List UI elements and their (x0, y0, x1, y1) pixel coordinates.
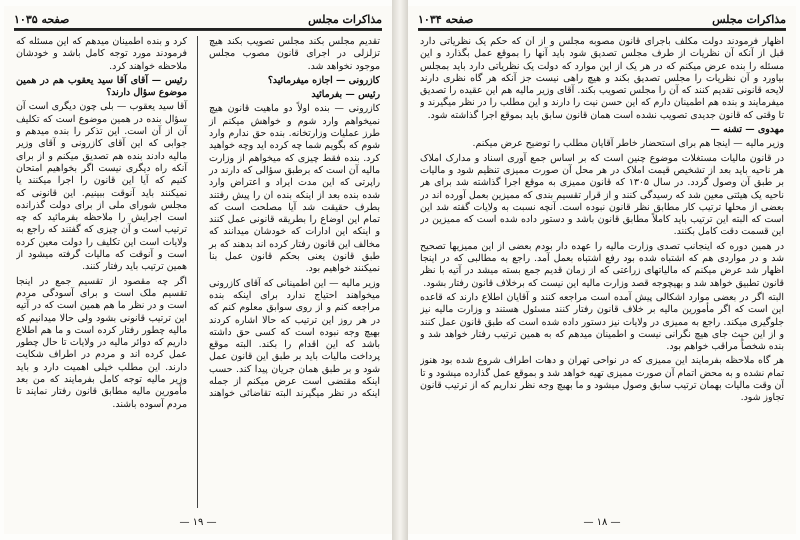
left-paragraph: اگر چه مقصود از تقسیم جمع در اینجا تقسیم ملک است و برای آسودگی مردم است و در نظر ما هم همین است که در آتیه این ترتیب قانونی بشود ولی حالا میدانیم که مالیه چطور رفتار کرده است و ما هم اطلاع داریم که دوائر مالیه در ولایات تا حال چطور عمل کرده اند و مردم در اطراف شکایت دارند. این مطلب خیلی اهمیت دارد و باید وزیر مالیه توجه کامل بفرمایند که من بعد مأمورین مالیه مطابق قانون رفتار نمایند تا مردم آسوده باشند. (16, 275, 187, 410)
left-page-footer: — ۱۹ — (179, 517, 217, 528)
right-header-rule (418, 30, 786, 31)
right-page-body (420, 36, 784, 508)
left-paragraph: کازرونی — اجازه میفرمائید؟ (267, 74, 380, 86)
right-page-header (418, 10, 786, 30)
right-paragraph: البته اگر در بعضی موارد اشکالی پیش آمده است مراجعه کنند و آقایان اطلاع دارند که قاعده این است که اگر مأمورین مالیه بر خلاف قانون رفتار کنند مسئول هستند و وزارت مالیه نیز جلوگیری میکند. راجع به ممیزی در ولایات نیز دستور داده شده است که طبق قانون عمل کنند و از این حیث جای هیچ نگرانی نیست و اطمینان میدهم که به همین ترتیب رفتار خواهد شد و بنده شخصاً مراقب خواهم بود. (420, 291, 784, 353)
right-paragraph: در قانون مالیات مستغلات موضوع چنین است که بر اساس جمع آوری اسناد و مدارک املاک هر ناحیه باید بعد از تشخیص قیمت املاک در هر محل آن صورت ممیزی تنظیم شود و مالیات بر طبق آن وصول گردد. در سال ۱۳۰۵ که قانون ممیزی به موقع اجرا گذاشته شد برای هر ناحیه یک هیئتی معین شد که رسیدگی کنند و از قرار تقسیم بندی که ممیزین بعمل آورده اند در بعضی از محلها ترتیب کار مطابق نظر قانون نبوده است. آنچه نسبت به ولایات گفته شد این است که البته این ترتیب باید کاملاً مطابق قانون باشد و دستور داده شده است که ممیزین در این قسمت دقت کامل بکنند. (420, 152, 784, 238)
left-page-header (14, 10, 382, 30)
book-gutter (392, 0, 408, 540)
left-page (4, 6, 392, 534)
left-header-title: مذاکرات مجلس (308, 12, 382, 26)
left-page-body (16, 36, 380, 508)
right-paragraph: در همین دوره که اینجانب تصدی وزارت مالیه را عهده دار بودم بعضی از این ممیزیها تصحیح شد و در مواردی هم که اشتباه شده بود رفع اشتباه بعمل آمد. راجع به مطالبی که در اینجا اظهار شد عرض میکنم که مالیاتهای زراعتی که از زمان قدیم جمع بسته میشد در آتیه با نظر قانون تطبیق خواهد شد و بهیچوجه قصد وزارت مالیه این نیست که برخلاف قانون رفتار بشود. (420, 240, 784, 289)
left-paragraph: رئیس — بفرمائید (311, 89, 380, 101)
right-paragraph: اظهار فرمودند دولت مکلف باجرای قانون مصوبه مجلس و از آن که حکم یک نظریاتی دارد قبل از آنکه آن نظریات از طرف مجلس تصدیق شود باید آنها را بموقع عمل بگذارد و این مسئله را بنده عرض میکنم که در هر یک از این موارد که دولت یک نظریاتی دارد باید بمجلس بیاورد و آن نظریات را مجلس تصدیق بکند و هیچ راهی نیست جز آنکه هر گاه نظری دارند لایحه قانونی تقدیم کنند که آن را مجلس تصویب بکند. آقای وزیر مالیه هم این عقیده را تصدیق میفرمایند و بنده هم اطمینان دارم که این حسن نیت را دارند و این مطلب را در نظر میگیرند و تا وقتی که قانون جدیدی تصویب نشده است همان قانون سابق باید بموقع اجرا گذاشته شود. (420, 36, 784, 121)
right-page-footer: — ۱۸ — (583, 517, 621, 528)
left-header-rule (14, 30, 382, 31)
right-header-page-label: صفحه ۱۰۳۴ (418, 12, 474, 26)
left-paragraph: کازرونی — بنده اولاً دو ماهیت قانون هیچ نمیخواهم وارد شوم و خواهش میکنم از طرز عملیات وزارتخانه. بنده حق ندارم وارد شوم که بگویم شما چه کرده اید وچه خواهید کرد. بنده فقط چیزی که میخواهم از وزارت مالیه آن است که برطبق سؤالی که دارند در راپرتی که این مدت ایراد و اعتراض وارد شده بنده بعد از اینکه بنده ان را پیش رفتند بطرف حقیقت شد آیا مصلحت است که تمام این اوضاع را بطریقه قانونی عمل کنند و اینکه این ادارات که خودشان میدانند که مخالف این قانون رفتار کرده اند بدهند که بر طبق قانون یعنی بحکم قانون عمل بنا نمیکنند خواهیم بود. (209, 103, 380, 275)
left-paragraph: وزیر مالیه — این اطمینانی که آقای کازرونی میخواهند احتیاج ندارد برای اینکه بنده مراجعه کنم و از روی سوابق معلوم کنم که در هر روز این ترتیب که حالا اشاره کردند بهیچ وجه نبوده است که کسی حق داشته باشد که این اقدام را بکند. البته موقع پرداخت مالیات باید بر طبق این قانون عمل شود و بر طبق همان جریان پیدا کند. حسب اینکه مقتضی است عرض میکنم از جمله اینکه در نظر میگیرند البته تقاضائی خواهند کرد و بنده اطمینان میدهم که این مسئله که فرمودند مورد توجه کامل باشد و خودشان ملاحظه خواهند کرد. (16, 36, 380, 400)
left-paragraph: رئیس — آقای آقا سید یعقوب هم در همین موضوع سؤال دارند؟ (16, 74, 187, 99)
right-page (408, 6, 796, 534)
left-paragraph: تقدیم مجلس بکند مجلس تصویب بکند هیچ تزلزلی در اجرای قانون مصوب مجلس موجود نخواهد شد. (209, 36, 380, 72)
left-header-page-label: صفحه ۱۰۳۵ (14, 12, 70, 26)
right-header-title: مذاکرات مجلس (712, 12, 786, 26)
right-paragraph: وزیر مالیه — اینجا هم برای استحضار خاطر آقایان مطلب را توضیح عرض میکنم. (472, 138, 784, 150)
right-paragraph: هر گاه ملاحظه بفرمایند این ممیزی که در نواحی تهران و دهات اطراف شروع شده بود هنوز تمام نشده و به محض اتمام آن صورت ممیزی تهیه خواهد شد و بموقع عمل گذارده میشود و تا آن وقت مالیات بهمان ترتیب سابق وصول میشود و ما بهیچ وجه نظر نداریم که از ترتیب قانون تجاوز شود. (420, 355, 784, 404)
left-paragraph: آقا سید یعقوب — بلی چون دیگری است آن سؤال بنده در همین موضوع است که تکلیف آن از آن است. این تذکر را بنده میدهم و جوابی که این آقای کازرونی و آقای وزیر مالیه دادند بنده هم تصدیق میکنم و از برای آنکه راه دیگری نیست اگر بخواهیم امتحان کنیم که آیا این قانون را اجرا میکنند یا نمیکنند باید آنوقت ببینیم. این قانونی که مجلس شورای ملی از برای دولت گذرانده است اجرایش را ملاحظه بفرمائید که چه ترتیب است و آن چیزی که گفتند که راجع به ولایات است این تکلیف را دولت معین کرده است و آنوقت که مالیات گرفته میشود از همین ترتیب باید رفتار کنند. (16, 101, 187, 273)
right-paragraph: مهدوی — تشنه — (710, 124, 784, 136)
